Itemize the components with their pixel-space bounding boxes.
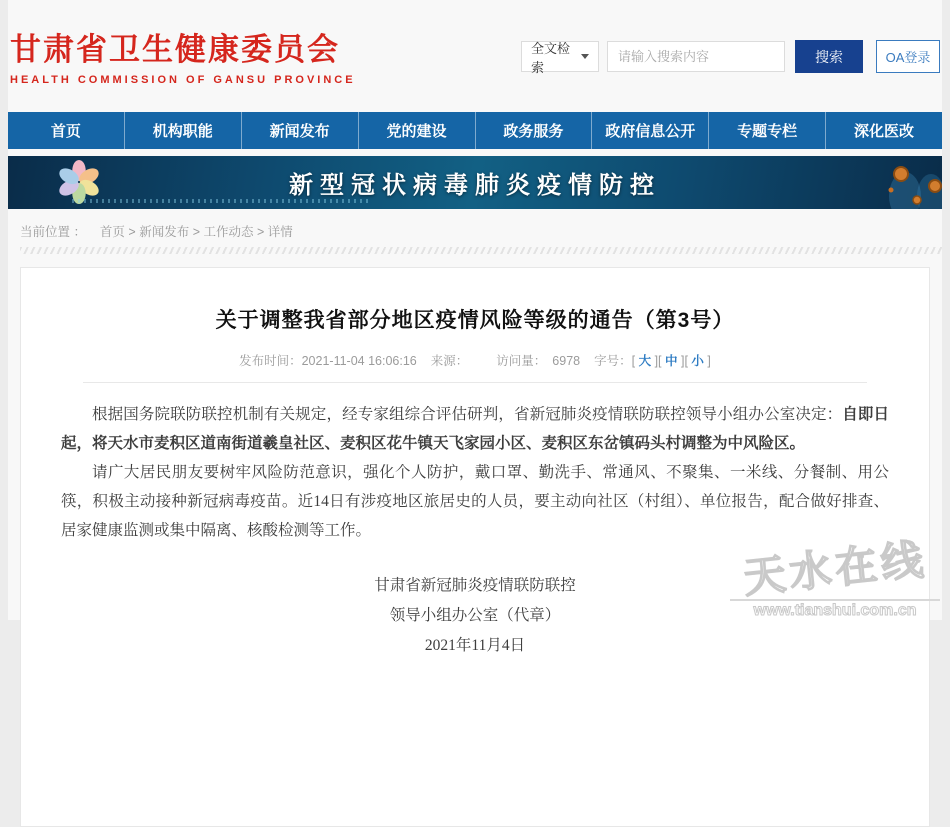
search-scope-value: 全文检索	[531, 40, 571, 75]
signature-date: 2021年11月4日	[424, 637, 526, 654]
fontsize-label: 字号：	[594, 354, 632, 368]
page	[8, 0, 942, 654]
search-button[interactable]: 搜索	[795, 40, 863, 73]
banner-title: 新型冠状病毒肺炎疫情防控	[289, 172, 661, 199]
nav-item-gov-info-disclosure[interactable]: 政府信息公开	[592, 112, 709, 149]
article-container	[20, 267, 930, 827]
nav-item-home[interactable]: 首页	[8, 112, 125, 149]
source-label: 来源：	[430, 354, 469, 368]
logo-subtitle: HEALTH COMMISSION OF GANSU PROVINCE	[10, 74, 356, 87]
publish-time-value: 2021-11-04 16:06:16	[301, 354, 417, 368]
site-header	[8, 0, 942, 112]
nav-item-org-functions[interactable]: 机构职能	[125, 112, 242, 149]
nav-item-special-topics[interactable]: 专题专栏	[709, 112, 826, 149]
breadcrumb-current: 详情	[267, 225, 293, 239]
search-input[interactable]	[607, 41, 785, 72]
publish-time-label: 发布时间：	[239, 354, 302, 368]
chevron-down-icon	[581, 54, 589, 59]
signature-line-1: 甘肃省新冠肺炎疫情联防联控	[374, 577, 576, 594]
breadcrumb-work-dynamics[interactable]: 工作动态	[203, 225, 254, 239]
watermark-url: www.tianshui.com.cn	[730, 599, 940, 620]
paragraph-1-bold: 自即日起，将天水市麦积区道南街道羲皇社区、麦积区花牛镇天飞家园小区、麦积区东岔镇码头村调整为中风险区。	[61, 406, 889, 452]
oa-login-button[interactable]: OA登录	[876, 40, 940, 73]
font-size-small-button[interactable]: [ 小 ]	[684, 354, 711, 368]
hatch-divider	[20, 247, 942, 254]
site-logo	[10, 33, 356, 86]
breadcrumb-separator: >	[192, 225, 204, 239]
signature-block	[61, 571, 889, 661]
font-size-medium-button[interactable]: [ 中 ]	[658, 354, 685, 368]
meta-separator	[83, 382, 867, 383]
search-bar	[521, 40, 940, 73]
article-meta	[61, 351, 889, 369]
covid-banner[interactable]	[8, 156, 942, 209]
virus-lungs-icon	[847, 156, 942, 209]
breadcrumb-label: 当前位置 ：	[20, 225, 86, 239]
search-scope-select[interactable]	[521, 40, 599, 75]
breadcrumb-separator: >	[256, 225, 265, 239]
paragraph-1-normal: 根据国务院联防联控机制有关规定，经专家组综合评估研判，省新冠肺炎疫情联防联控领导小组办公室决定：	[92, 406, 843, 423]
visits-value: 6978	[552, 354, 581, 368]
main-nav	[8, 112, 942, 149]
breadcrumb	[8, 209, 942, 247]
banner-dots-decor	[72, 199, 372, 203]
nav-item-medical-reform[interactable]: 深化医改	[854, 123, 915, 140]
watermark-text: 天水在线	[741, 535, 930, 602]
nav-item-party-building[interactable]: 党的建设	[359, 112, 476, 149]
article-paragraph-2: 请广大居民朋友要树牢风险防范意识，强化个人防护，戴口罩、勤洗手、常通风、不聚集、一米线、分餐制、用公筷，积极主动接种新冠病毒疫苗。近14日有涉疫地区旅居史的人员，要主动向社区（村组）、单位报告，配合做好排查、居家健康监测或集中隔离、核酸检测等工作。	[61, 464, 889, 539]
logo-title: 甘肃省卫生健康委员会	[10, 32, 340, 67]
nav-item-news[interactable]: 新闻发布	[242, 112, 359, 149]
breadcrumb-news[interactable]: 新闻发布	[139, 225, 190, 239]
breadcrumb-separator: >	[128, 225, 140, 239]
article-paragraph-1	[61, 400, 889, 458]
article-title: 关于调整我省部分地区疫情风险等级的通告（第3号）	[215, 309, 735, 332]
visits-label: 访问量：	[496, 354, 547, 368]
breadcrumb-home[interactable]: 首页	[99, 225, 125, 239]
font-size-large-button[interactable]: [ 大 ]	[631, 354, 659, 368]
nav-item-gov-services[interactable]: 政务服务	[476, 112, 593, 149]
signature-line-2: 领导小组办公室（代章）	[389, 607, 561, 624]
